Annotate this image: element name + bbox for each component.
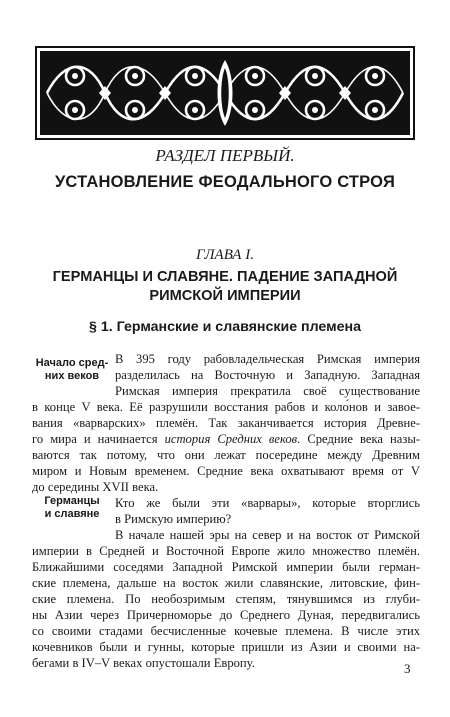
body-text-line: кочевников были и гунны, которые пришли из Азии и своими на- xyxy=(32,640,420,654)
body-text-line: разделилась на Восточную и Западную. Западная xyxy=(115,368,420,382)
body-text-line: в Римскую империю? xyxy=(115,512,232,526)
body-text-line: империи в Средней и Восточной Европе жило множество племён. xyxy=(32,544,420,558)
chapter-title xyxy=(0,268,450,306)
body-text-line: Римская империя прекратила своё существование xyxy=(115,384,420,398)
body-text-line: до середины XVII века. xyxy=(32,480,159,494)
page-number: 3 xyxy=(404,661,411,676)
body-text-line: Ближайшими соседями Западной Римской империи были герман- xyxy=(32,560,420,574)
body-text-line: В начале нашей эры на север и на восток от Римской xyxy=(115,528,420,542)
section-title: УСТАНОВЛЕНИЕ ФЕОДАЛЬНОГО СТРОЯ xyxy=(54,173,396,191)
body-text-line xyxy=(32,431,420,447)
body-text-line: Кто же были эти «варвары», которые вторглись xyxy=(115,496,420,510)
chapter-label: ГЛАВА I. xyxy=(196,247,254,263)
margin-note-line: них веков xyxy=(44,370,100,382)
body-text-line: вания «варварских» племён. Так заканчивается история Древне- xyxy=(32,416,420,430)
margin-note-line: Германцы xyxy=(44,495,100,507)
section-label: РАЗДЕЛ ПЕРВЫЙ. xyxy=(155,146,295,165)
body-text-line: В 395 году рабовладельческая Римская империя xyxy=(115,352,420,366)
body-text-line: ны Азии через Причерноморье до Среднего Дуная, передвигались xyxy=(32,608,420,622)
margin-note-middle-ages xyxy=(32,357,112,383)
body-text-line: ские племена, дальше на восток жили славянские, литовские, фин- xyxy=(32,576,420,590)
body-text-line: ваются так потому, что они лежат посередине между Древним xyxy=(32,448,420,462)
body-text-line: со своими стадами бесчисленные кочевые племена. В числе этих xyxy=(32,624,420,638)
chapter-title-line: ГЕРМАНЦЫ И СЛАВЯНЕ. ПАДЕНИЕ ЗАПАДНОЙ xyxy=(52,269,398,285)
margin-note-germans-slavs xyxy=(32,495,112,521)
body-text-line: ские племена. По необозримым степям, тянувшимся из глуби- xyxy=(32,592,420,606)
chapter-title-line: РИМСКОЙ ИМПЕРИИ xyxy=(149,288,301,304)
body-text-line: миром и Новым временем. Средние века охватывают время от V xyxy=(32,464,420,478)
body-text-line: бегами в IV–V веках опустошали Европу. xyxy=(32,656,255,670)
decorative-header-ornament xyxy=(35,46,415,140)
body-text-span: го мира и начинается xyxy=(32,432,165,446)
margin-note-line: и славяне xyxy=(44,508,100,520)
body-text-line: в конце V века. Её разрушили восстания рабов и коло́нов и завое- xyxy=(32,400,420,414)
emphasized-term: история Средних веков xyxy=(164,432,298,446)
margin-note-line: Начало сред- xyxy=(35,357,109,369)
body-text-span: . Средние века назы- xyxy=(297,432,420,446)
paragraph-heading: § 1. Германские и славянские племена xyxy=(89,319,361,335)
